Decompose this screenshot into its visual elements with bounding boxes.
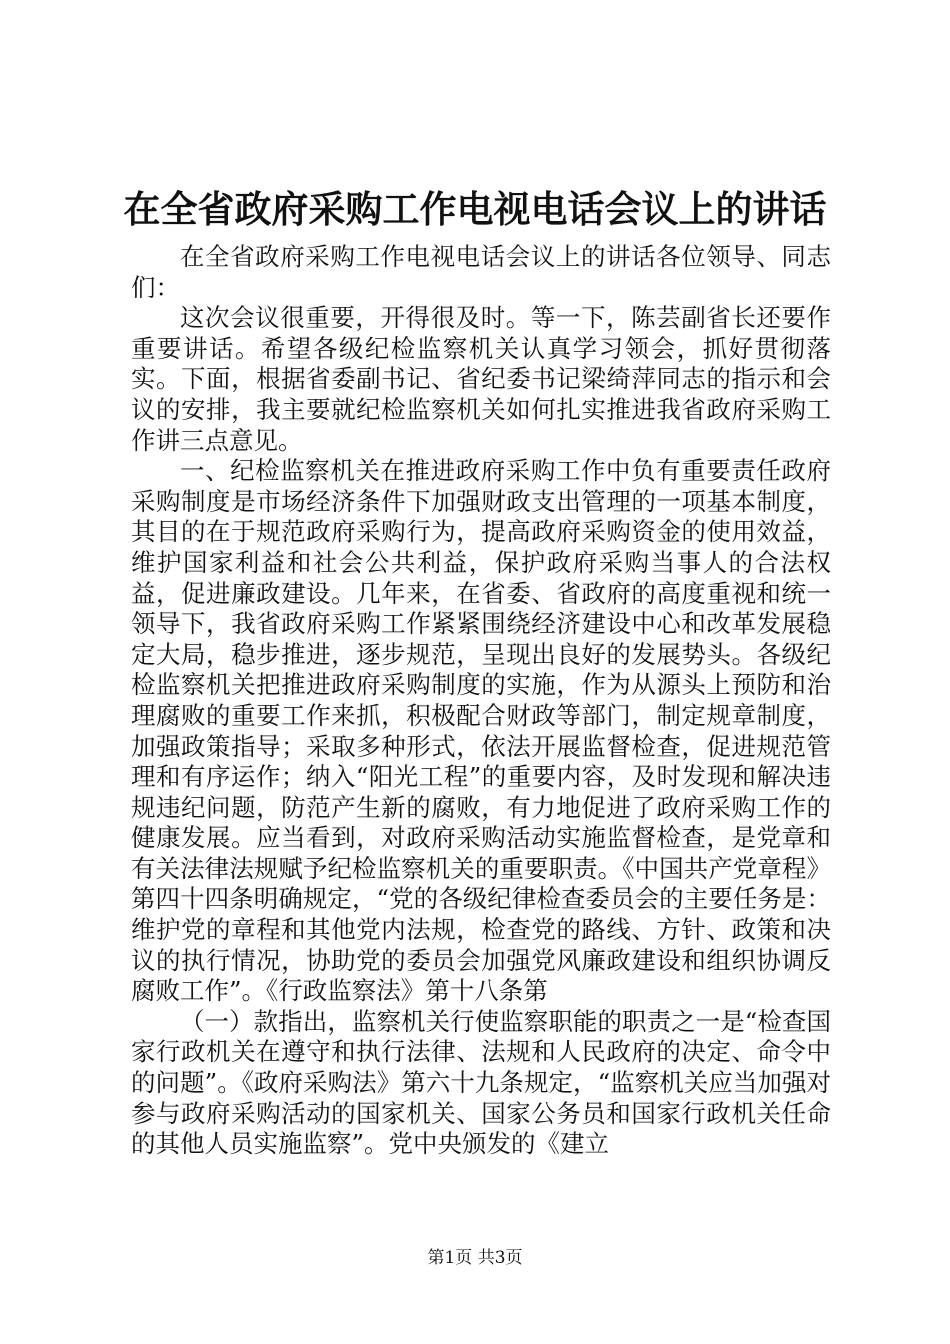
paragraph-clause: （一）款指出，监察机关行使监察职能的职责之一是“检查国家行政机关在遵守和执行法律、法规和人民政府的决定、命令中的问题”。《政府采购法》第六十九条规定，“监察机关应当加强对参与政府采购活动的国家机关、国家公务员和国家行政机关任命的其他人员实施监察”。党中央颁发的《建立 <box>131 1006 831 1159</box>
page-footer <box>0 1247 950 1269</box>
document-title: 在全省政府采购工作电视电话会议上的讲话 <box>123 187 827 231</box>
page-number: 第1页 <box>427 1248 473 1268</box>
paragraph-section-one: 一、纪检监察机关在推进政府采购工作中负有重要责任政府采购制度是市场经济条件下加强财政支出管理的一项基本制度，其目的在于规范政府采购行为，提高政府采购资金的使用效益，维护国家利益和社会公共利益，保护政府采购当事人的合法权益，促进廉政建设。几年来，在省委、省政府的高度重视和统一领导下，我省政府采购工作紧紧围绕经济建设中心和改革发展稳定大局，稳步推进，逐步规范，呈现出良好的发展势头。各级纪检监察机关把推进政府采购制度的实施，作为从源头上预防和治理腐败的重要工作来抓，积极配合财政等部门，制定规章制度，加强政策指导；采取多种形式，依法开展监督检查，促进规范管理和有序运作；纳入“阳光工程”的重要内容，及时发现和解决违规违纪问题，防范产生新的腐败，有力地促进了政府采购工作的健康发展。应当看到，对政府采购活动实施监督检查，是党章和有关法律法规赋予纪检监察机关的重要职责。《中国共产党章程》第四十四条明确规定，“党的各级纪律检查委员会的主要任务是：维护党的章程和其他党内法规，检查党的路线、方针、政策和决议的执行情况，协助党的委员会加强党风廉政建设和组织协调反腐败工作”。《行政监察法》第十八条第 <box>131 456 831 1006</box>
paragraph-intro: 这次会议很重要，开得很及时。等一下，陈芸副省长还要作重要讲话。希望各级纪检监察机关认真学习领会，抓好贯彻落实。下面，根据省委副书记、省纪委书记梁绮萍同志的指示和会议的安排，我主要就纪检监察机关如何扎实推进我省政府采购工作讲三点意见。 <box>131 303 831 455</box>
document-body <box>131 242 831 1160</box>
paragraph-salutation: 在全省政府采购工作电视电话会议上的讲话各位领导、同志们： <box>131 242 831 302</box>
page-total: 共3页 <box>477 1248 523 1268</box>
